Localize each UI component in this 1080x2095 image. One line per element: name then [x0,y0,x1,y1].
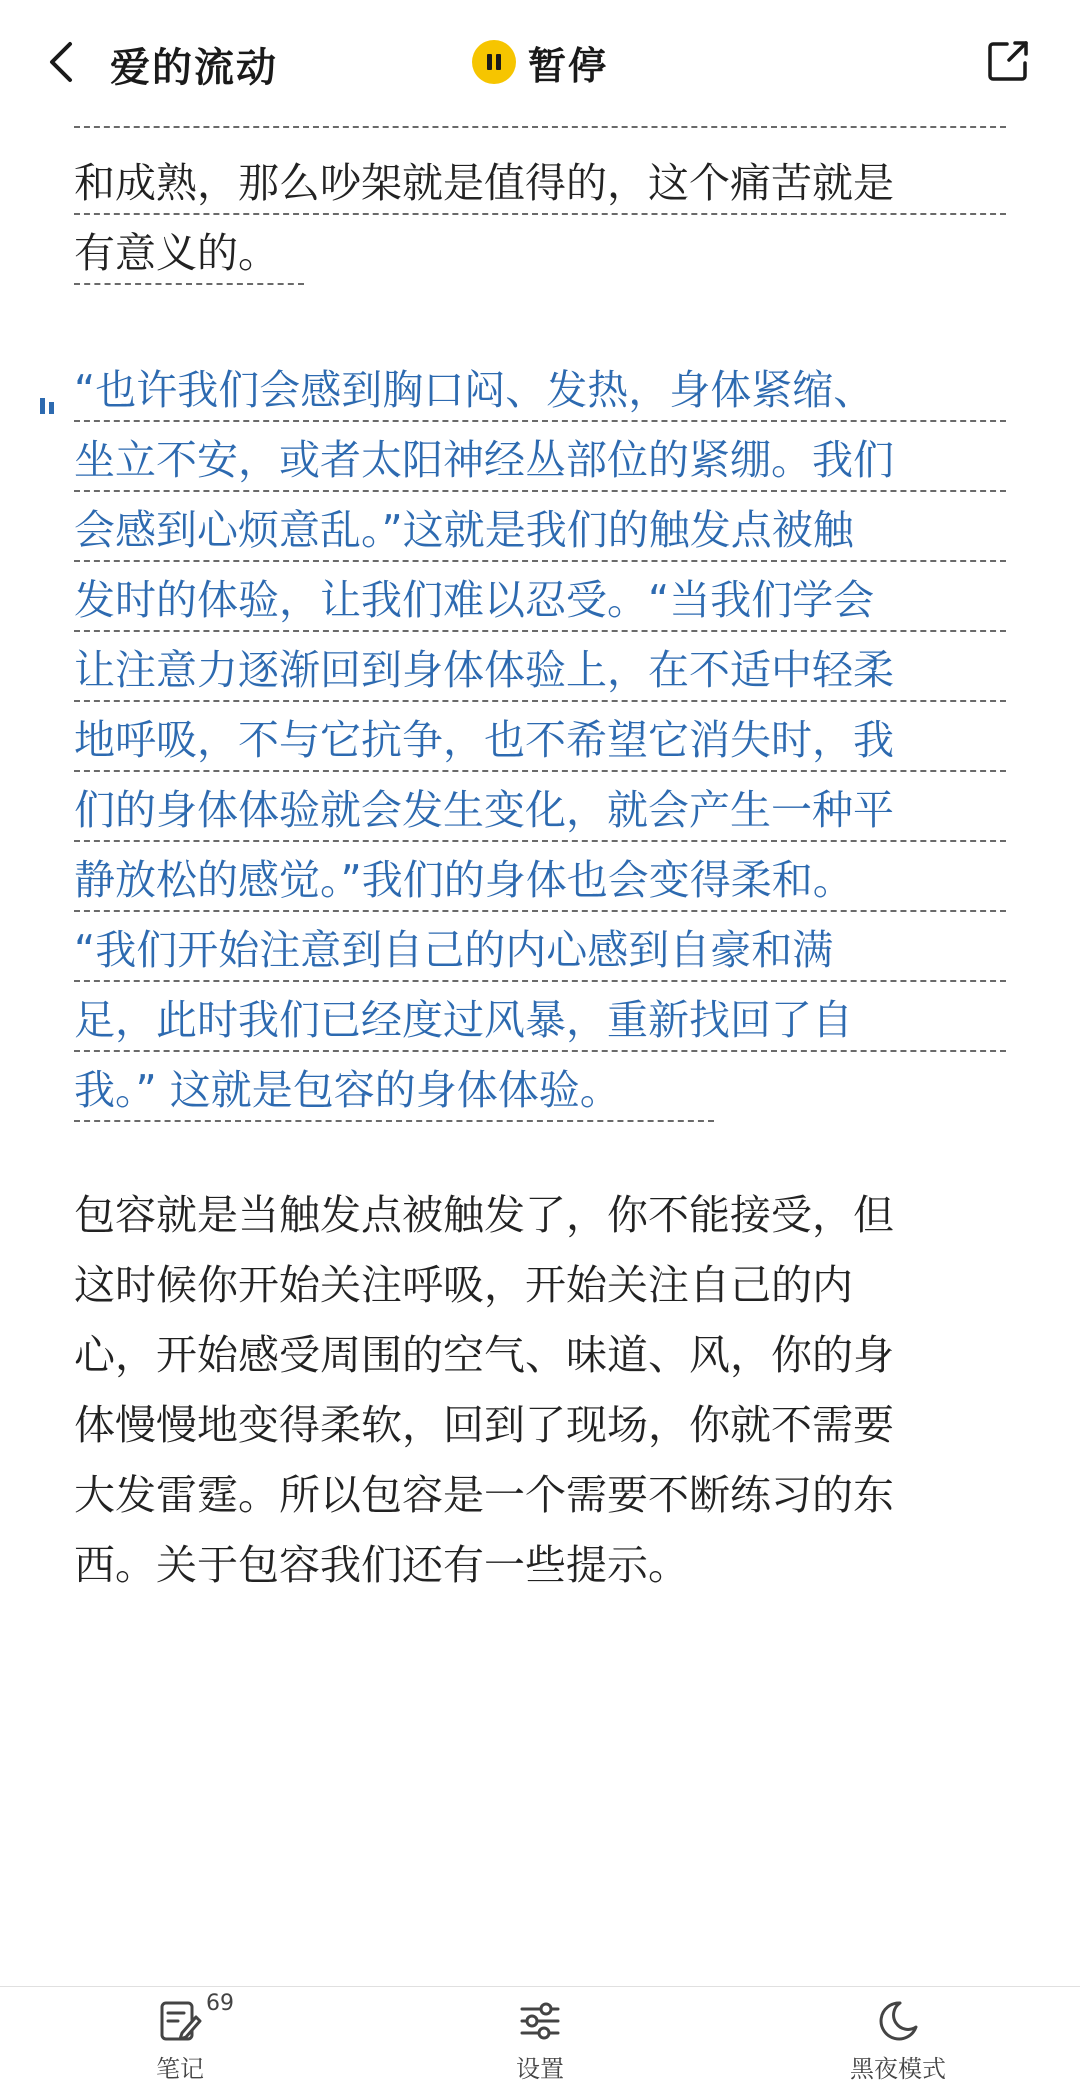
text-line: 这时候你开始关注呼吸，开始关注自己的内 [74,1261,853,1309]
highlight-line: 足，此时我们已经度过风暴，重新找回了自 [74,990,1006,1052]
highlight-line: “我们开始注意到自己的内心感到自豪和满 [74,920,1006,982]
underline-divider [74,126,1006,128]
pause-icon [472,40,516,84]
highlight-line: 们的身体体验就会发生变化，就会产生一种平 [74,780,1006,842]
text-line: 和成熟，那么吵架就是值得的，这个痛苦就是 [74,153,1006,215]
settings-button[interactable] [450,1997,630,2092]
notes-button[interactable] [90,1991,270,2092]
highlight-line: 坐立不安，或者太阳神经丛部位的紧绷。我们 [74,430,1006,492]
text-line: 包容就是当触发点被触发了，你不能接受，但 [74,1191,894,1239]
chevron-left-icon[interactable] [40,36,88,88]
highlight-line: 静放松的感觉。”我们的身体也会变得柔和。 [74,850,1006,912]
notes-count-badge: 69 [206,1991,234,2016]
night-mode-label: 黑夜模式 [850,2055,946,2083]
bottom-toolbar [0,1986,1080,2095]
moon-icon [874,1997,922,2045]
highlight-line: “也许我们会感到胸口闷、发热，身体紧缩、 [74,360,1006,422]
text-line: 西。关于包容我们还有一些提示。 [74,1541,689,1589]
share-icon[interactable] [985,38,1031,84]
text-line: 有意义的。 [74,223,304,285]
top-bar [0,0,1080,120]
note-edit-icon [156,1997,204,2045]
settings-label: 设置 [516,2055,564,2083]
sliders-icon [516,1997,564,2045]
pause-label: 暂停 [528,43,609,88]
highlight-line: 会感到心烦意乱。”这就是我们的触发点被触 [74,500,1006,562]
reading-area[interactable] [0,120,1080,1986]
pause-button[interactable] [472,38,608,86]
text-line: 心，开始感受周围的空气、味道、风，你的身 [74,1331,894,1379]
book-title: 爱的流动 [110,45,278,91]
highlight-line: 让注意力逐渐回到身体体验上，在不适中轻柔 [74,640,1006,702]
text-line: 大发雷霆。所以包容是一个需要不断练习的东 [74,1471,894,1519]
highlight-line: 我。” 这就是包容的身体体验。 [74,1060,714,1122]
night-mode-button[interactable] [808,1997,988,2092]
note-marker-icon[interactable] [40,398,60,420]
notes-label: 笔记 [156,2055,204,2083]
highlight-line: 发时的体验，让我们难以忍受。“当我们学会 [74,570,1006,632]
text-line: 体慢慢地变得柔软，回到了现场，你就不需要 [74,1401,894,1449]
highlight-line: 地呼吸，不与它抗争，也不希望它消失时，我 [74,710,1006,772]
